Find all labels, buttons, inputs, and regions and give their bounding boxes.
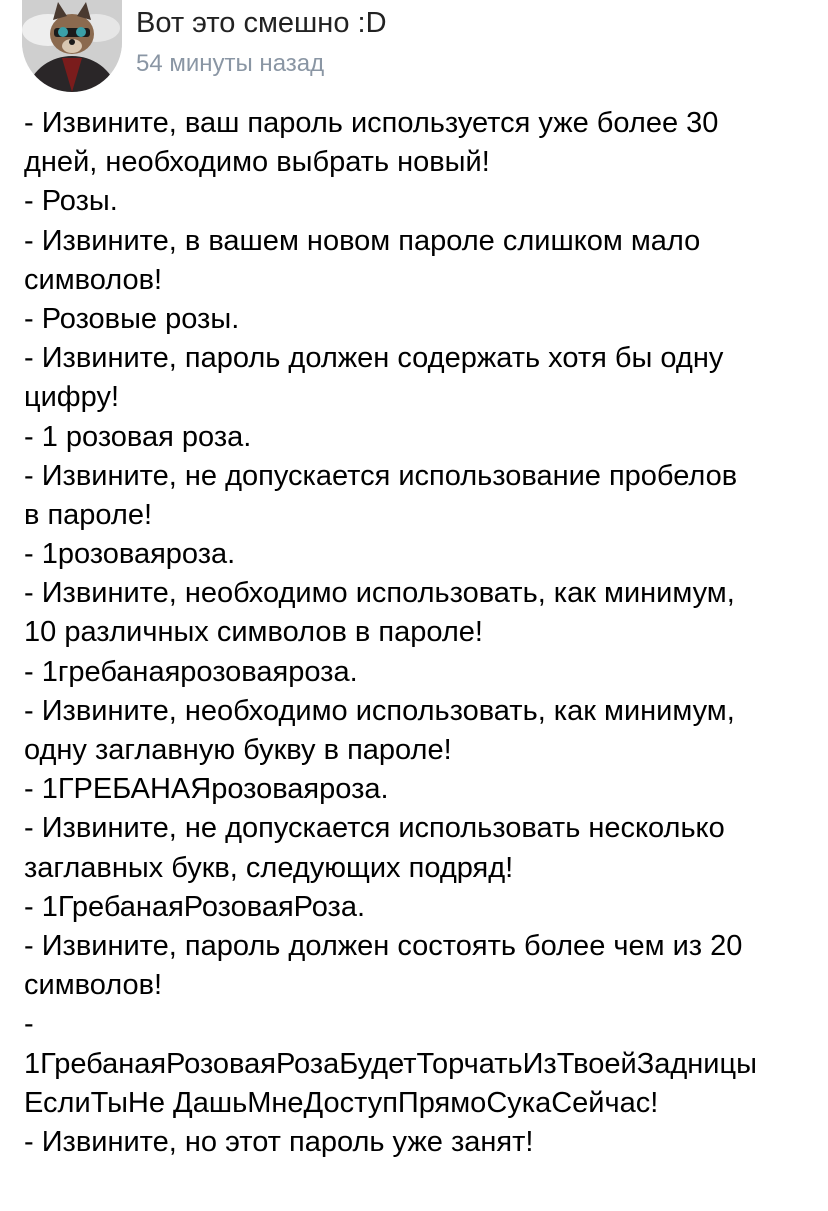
raccoon-avatar-icon xyxy=(22,0,122,92)
post-text-line: символов! xyxy=(24,969,163,1002)
post-text-line: - 1ГРЕБАНАЯрозоваяроза. xyxy=(24,773,389,806)
post-text-line: в пароле! xyxy=(24,498,153,531)
post-text-line: заглавных букв, следующих подряд! xyxy=(24,851,514,884)
post-text-line: - xyxy=(24,1008,34,1041)
post-text-line: - Извините, в вашем новом пароле слишком мало xyxy=(24,224,701,257)
post-text-line: - Извините, пароль должен состоять более чем из 20 xyxy=(24,929,743,962)
post-timestamp[interactable]: 54 минуты назад xyxy=(136,50,325,77)
post-text-line: - Извините, не допускается использование пробелов xyxy=(24,459,738,492)
post-text-line: дней, необходимо выбрать новый! xyxy=(24,146,490,179)
post-text-line: - 1 розовая роза. xyxy=(24,420,252,453)
post-header xyxy=(22,0,812,100)
post-text-line: - Извините, необходимо использовать, как минимум, xyxy=(24,694,735,727)
post-text-line: цифру! xyxy=(24,381,120,414)
post-text-line: - Извините, не допускается использовать несколько xyxy=(24,812,725,845)
post-text-line: - Извините, пароль должен содержать хотя бы одну xyxy=(24,342,724,375)
post-text-line: - Розы. xyxy=(24,185,118,218)
post-text-line: ЕслиТыНе ДашьМнеДоступПрямоСукаСейчас! xyxy=(24,1086,659,1119)
post-text-line: - Извините, но этот пароль уже занят! xyxy=(24,1125,534,1158)
post-text-line: - 1ГребанаяРозоваяРоза. xyxy=(24,890,366,923)
post-text xyxy=(24,104,806,1162)
post-text-line: - 1розоваяроза. xyxy=(24,538,236,571)
post-text-line: одну заглавную букву в пароле! xyxy=(24,734,452,766)
post-text-line: символов! xyxy=(24,263,163,296)
post-text-line: - Розовые розы. xyxy=(24,302,240,335)
author-name[interactable]: Вот это смешно :D xyxy=(136,7,387,39)
post-text-line: 1ГребанаяРозоваяРозаБудетТорчатьИзТвоейЗадницы xyxy=(24,1047,757,1080)
avatar[interactable] xyxy=(22,0,122,92)
post-text-line: - 1гребанаярозоваяроза. xyxy=(24,655,358,688)
post-text-line: 10 различных символов в пароле! xyxy=(24,616,483,649)
post-text-line: - Извините, необходимо использовать, как минимум, xyxy=(24,577,735,610)
post-text-line: - Извините, ваш пароль используется уже более 30 xyxy=(24,107,719,139)
